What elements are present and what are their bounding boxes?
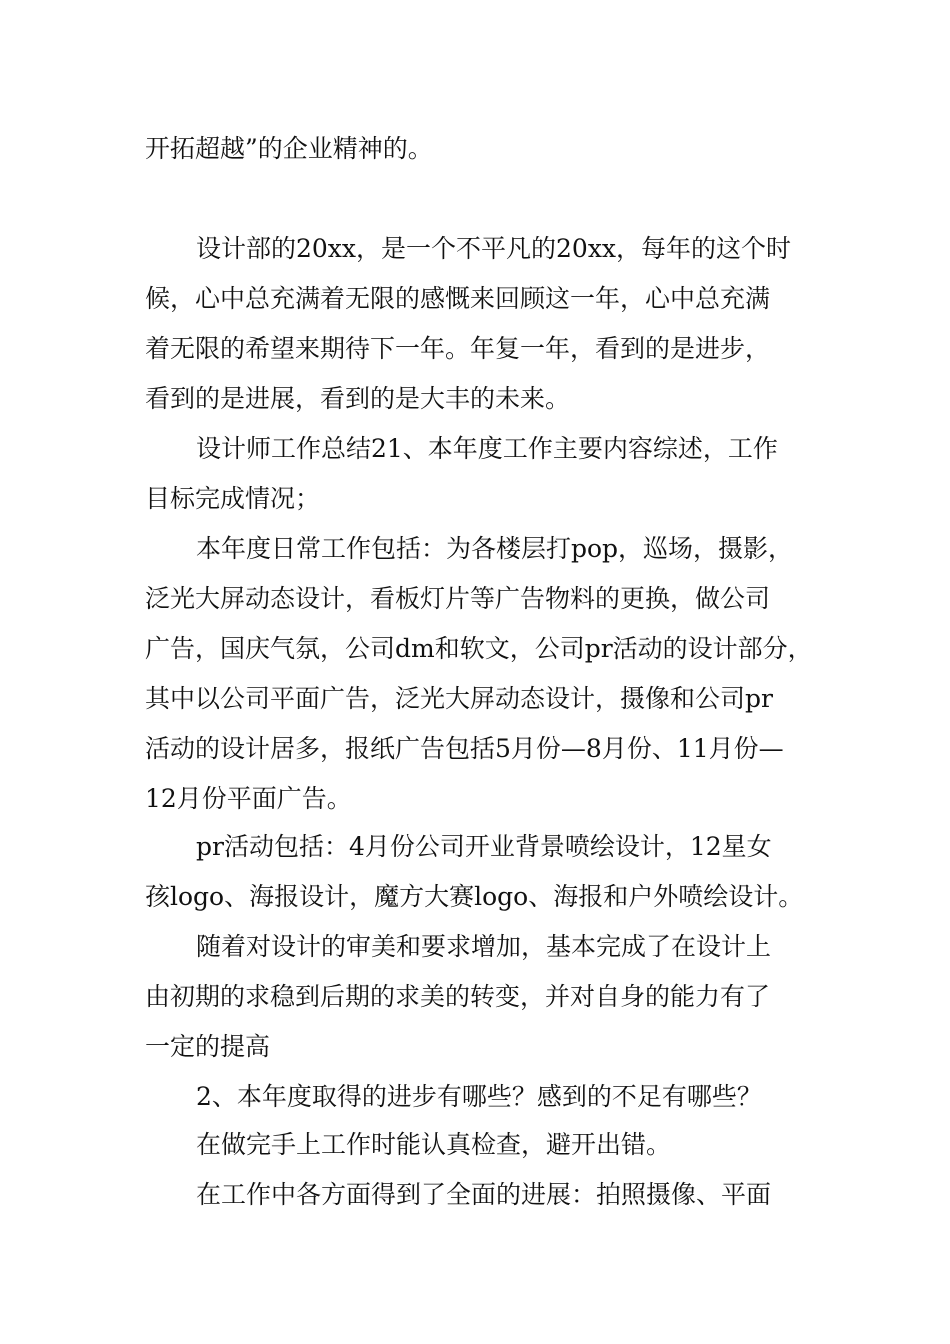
text-line: 由初期的求稳到后期的求美的转变，并对自身的能力有了: [145, 982, 771, 1011]
text-line: 着无限的希望来期待下一年。年复一年，看到的是进步，: [145, 334, 771, 363]
text-line: 其中以公司平面广告，泛光大屏动态设计，摄像和公司pr: [145, 684, 773, 713]
text-line: 活动的设计居多，报纸广告包括5月份—8月份、11月份—: [145, 734, 784, 763]
text-line: pr活动包括：4月份公司开业背景喷绘设计，12星女: [196, 832, 772, 861]
text-line: 在工作中各方面得到了全面的进展：拍照摄像、平面: [196, 1180, 772, 1209]
text-line: 看到的是进展，看到的是大丰的未来。: [145, 384, 571, 413]
text-line: 候，心中总充满着无限的感慨来回顾这一年，心中总充满: [145, 284, 771, 313]
text-line: 目标完成情况；: [145, 484, 321, 513]
text-line: 设计师工作总结21、本年度工作主要内容综述，工作: [196, 434, 778, 463]
text-line: 广告，国庆气氛，公司dm和软文，公司pr活动的设计部分，: [145, 634, 813, 663]
text-line: 泛光大屏动态设计，看板灯片等广告物料的更换，做公司: [145, 584, 771, 613]
text-line: 随着对设计的审美和要求增加，基本完成了在设计上: [196, 932, 772, 961]
text-line: 在做完手上工作时能认真检查，避开出错。: [196, 1130, 672, 1159]
text-line: 孩logo、海报设计，魔方大赛logo、海报和户外喷绘设计。: [145, 882, 804, 911]
text-line: 一定的提高: [145, 1032, 271, 1061]
text-line: 本年度日常工作包括：为各楼层打pop，巡场，摄影，: [196, 534, 794, 563]
text-line: 开拓超越”的企业精神的。: [145, 134, 433, 163]
text-line: 2、本年度取得的进步有哪些？感到的不足有哪些？: [196, 1082, 762, 1111]
text-line: 设计部的20xx，是一个不平凡的20xx，每年的这个时: [196, 234, 792, 263]
text-line: 12月份平面广告。: [145, 784, 352, 813]
